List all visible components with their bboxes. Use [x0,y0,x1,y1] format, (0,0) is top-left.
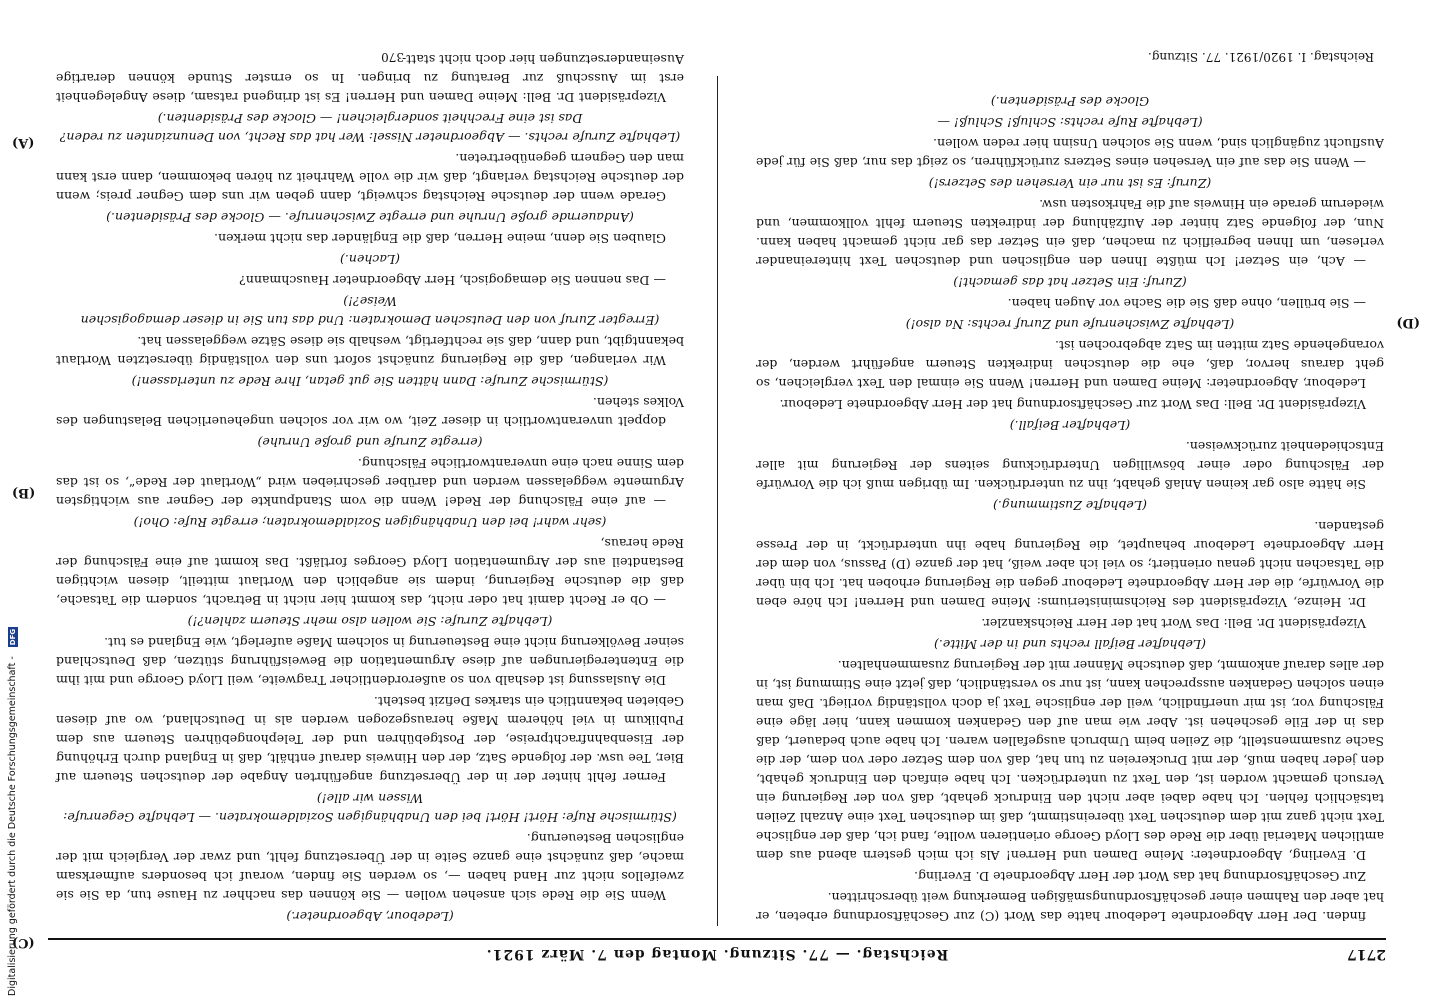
stage-direction: (Lachen.) [340,252,400,267]
page-number: 2717 [1347,946,1386,962]
agenda-line: Zur Geschäftsordnung hat das Wort der Herr Abgeordnete D. Everling. [914,869,1366,884]
page-header [48,940,1386,962]
stage-direction: (Lebhafter Beifall rechts und in der Mitte.) [933,637,1207,652]
heinze-speech: Dr. Heinze, Vizepräsident des Reichsministeriums: Meine Damen und Herren! Ich höre eben die Vorwürfe, die der Herr Abgeordnete Ledebour gegen die Regierung erhoben hat. Ich bin über die Tatsachen nicht genau orientiert; so viel ich aber weiß, hat der ganze (D) Passus, von dem der Herr Abgeordnete Ledebour behauptet, die Regierung habe ihn unterdrückt, in der Presse gestanden. [756,519,1384,610]
stage-direction: (Stürmische Rufe: Hört! Hört! bei den Unabhängigen Sozialdemokraten. — Lebhafte Gegenrufe: Wissen wir alle!) [63,791,677,825]
speaker-header: (Ledebour, Abgeordneter.) [286,909,454,924]
stage-direction: (sehr wahr! bei den Unabhängigen Sozialdemokraten; erregte Rufe: Oho!) [133,515,607,530]
digitization-note [6,0,20,996]
ledebour-speech: Ledebour, Abgeordneter: Meine Damen und Herren! Wenn Sie einmal den Text vergleichen, so geht daraus hervor, daß, ehe die deutschen indirekten Steuern angeführt werden, der vorangehende Satz mitten im Satz abgebrochen ist. [756,338,1384,391]
ledebour-paragraph: doppelt unverantwortlich in dieser Zeit, wo wir vor solchen ungeheuerlichen Belastungen des Volkes stehen. [56,395,684,429]
stage-direction: (Lebhafte Zurufe rechts. — Abgeordneter Nissel: Wer hat das Recht, von Denunzianten zu reden? Das ist eine Frechheit sondergleichen! — Glocke des Präsidenten.) [59,111,681,145]
running-title: Reichstag. — 77. Sitzung. Montag den 7. März 1921. [485,946,949,962]
ledebour-speech-continued: — Wenn Sie das auf ein Versehen eines Setzers zurückführen, so zeigt das nur, daß Sie für jede Ausflucht zugänglich sind, wenn Sie solchen Unsinn hier reden wollen. [756,136,1384,170]
ledebour-paragraph: — Ob er Recht damit hat oder nicht, das kommt hier nicht in Betracht, sondern die Tatsache, daß die deutsche Regierung, indem sie angeblich den Wortlaut mitteilt, diesen wichtigen Bestandteil aus der Argumentation Lloyd Georges fortläßt. Das kommt auf eine Fälschung der Rede heraus, [56,536,684,608]
header-rule [48,938,1386,940]
footer-left: Reichstag. I. 1920/1921. 77. Sitzung. [1147,50,1374,64]
ledebour-paragraph: Ferner fehlt hinter der in der Übersetzung angeführten Angabe der deutschen Steuern auf Bier, Tee usw. der folgende Satz, der den Hinweis darauf enthält, daß in England durch Erhöhung der Eisenbahnfrachtpreise, der Postgebühren und der Telephongebühren Steuern aus dem Publikum in viel höherem Maße herausgezogen werden als in Deutschland, wo auf diesen Gebieten bekanntlich ein starkes Defizit besteht. [56,694,684,785]
stage-direction: (Stürmische Zurufe: Dann hätten Sie gut getan, Ihre Rede zu unterlassen!) [131,374,609,389]
stage-direction: (Lebhafter Beifall.) [1009,418,1131,433]
ledebour-speech-continued: — Ach, ein Setzer! Ich müßte Ihnen den englischen und deutschen Text hintereinander verlesen, um Ihnen begreiflich zu machen, daß ein Setzer das gar nicht gemacht haben kann. Nun, der folgende Satz hinter der Aufzählung der indirekten Steuern fehlt vollkommen, und wiederum gerade ein Hinweis auf die Fahrkosten usw. [756,197,1384,269]
stage-direction: (Lebhafte Rufe rechts: Schluß! Schluß! — [937,115,1203,130]
ledebour-speech-continued: — Sie brüllen, ohne daß Sie die Sache vor Augen haben. [1007,296,1366,311]
ledebour-paragraph: Gerade wenn der deutsche Reichstag schweigt, dann geben wir uns dem Gegner preis; wenn der deutsche Reichstag verlangt, daß wir die volle Wahrheit zu hören bekommen, dann erst kann man den Gegnern gegenübertreten. [56,151,684,204]
margin-marker-c: (C) [12,935,35,950]
ledebour-paragraph: — Das nennen Sie demagogisch, Herr Abgeordneter Hauschmann? [239,273,666,288]
stage-direction: (Erregter Zuruf von den Deutschen Demokraten: Und das tun Sie in dieser demagogischen Weise?!) [80,294,660,328]
stage-direction: (Lebhafte Zurufe: Sie wollen also mehr Steuern zahlen?!) [187,614,553,629]
column-divider [717,76,718,926]
ledebour-paragraph: Die Auslassung ist deshalb von so außerordentlicher Tragweite, weil Lloyd George und mit ihm die Ententeregierungen auf diese Argumentation die Beweisführung stützen, daß Deutschland seiner Bevölkerung nicht eine Besteuerung in solchem Maße auferlegt, wie England es tut. [56,635,684,688]
everling-speech: D. Everling, Abgeordneter: Meine Damen und Herren! Als ich mich gestern abend aus dem amtlichen Material über die Rede des Lloyd George orientieren wollte, fand ich, daß der englische Text nicht ganz mit dem deutschen Text übereinstimmt, daß im deutschen Text eine Anzahl Zeilen tatsächlich fehlen. Ich habe dabei aber nicht den Eindruck gehabt, daß von der Regierung ein Versuch gemacht worden ist, den Text zu unterdrücken. Ich habe einfach den Eindruck gehabt, den jeder haben muß, der mit Druckereien zu tun hat, daß von dem Setzer oder von dem, der die Sache zusammenstellt, die Zeilen beim Umbruch ausgefallen waren. Ich habe auch bedauert, daß das in der Eile geschehen ist. Aber wie man auf den Gedanken kommen kann, hier läge eine Fälschung vor, ist mir unerfindlich, weil der englische Text ja doch vollständig vorliegt. Daß man einen solchen Gedanken aussprechen kann, ist nur so verständlich, daß jetzt eine Stimmung ist, in der alles darauf ankommt, daß deutsche Männer mit der Regierung zusammenhalten. [756,658,1384,863]
stage-direction: (Lebhafte Zustimmung.) [993,498,1147,513]
heinze-speech-continued: Sie hätte also gar keinen Anlaß gehabt, ihn zu unterdrücken. Im übrigen muß ich die Vorwürfe der Fälschung oder einer böswilligen Unterdrückung seitens der Regierung mit aller Entschiedenheit zurückweisen. [756,439,1384,492]
stage-direction: (erregte Zurufe und große Unruhe) [257,435,483,450]
closing-paragraph: finden. Der Herr Abgeordnete Ledebour hatte das Wort (C) zur Geschäftsordnung erbeten, er hat aber den Rahmen einer geschäftsordnungsmäßigen Bemerkung weit überschritten. [756,890,1384,924]
margin-marker-a: (A) [12,135,35,150]
vice-president-line: Vizepräsident Dr. Bell: Das Wort hat der Herr Reichskanzler. [981,616,1366,631]
stage-direction: (Andauernde große Unruhe und erregte Zwischenrufe. — Glocke des Präsidenten.) [106,210,634,225]
ledebour-paragraph: — auf eine Fälschung der Rede! Wenn die vom Standpunkte der Gegner aus wichtigsten Argumente weggelassen werden und darüber geschrieben wird „Wortlaut der Rede“, so ist das dem Sinne nach eine unverantwortliche Fälschung. [56,456,684,509]
vice-president-line: Vizepräsident Dr. Bell: Das Wort zur Geschäftsordnung hat der Herr Abgeordnete Ledebour. [779,397,1366,412]
ledebour-paragraph: Wenn Sie die Rede sich ansehen wollen — Sie können das nachher zu Hause tun, da Sie sie zweifellos nicht zur Hand haben —, so werden Sie finden, worauf ich besonders aufmerksam mache, daß zunächst eine ganze Seite in der Übersetzung fehlt, und zwar der Vergleich mit der englischen Besteuerung. [56,831,684,903]
vice-president-line: Vizepräsident Dr. Bell: Meine Damen und Herren! Es ist dringend ratsam, diese Angelegenheit erst im Ausschuß zur Beratung zu bringen. In so ernster Stunde können derartige Auseinandersetzungen hier doch nicht statt- [56,52,684,105]
ledebour-paragraph: Glauben Sie denn, meine Herren, daß die Engländer das nicht merken. [214,231,666,246]
ledebour-paragraph: Wir verlangen, daß die Regierung zunächst sofort uns den vollständig übersetzten Wortlaut bekanntgibt, und dann, daß sie rechtfertigt, weshalb sie diese Sätze weggelassen hat. [56,334,684,368]
margin-marker-b: (B) [12,485,36,500]
right-text-column [756,76,1384,926]
margin-marker-d: (D) [1396,315,1420,330]
stage-direction: (Zuruf: Ein Setzer hat das gemacht!) [953,275,1187,290]
digitization-text: Digitalisierung gefördert durch die Deutsche Forschungsgemeinschaft - [7,656,18,996]
stage-direction: Glocke des Präsidenten.) [990,94,1150,109]
footer-page-number: 370 [381,50,404,64]
stage-direction: (Lebhafte Zwischenrufe und Zuruf rechts: Na also!) [905,317,1235,332]
dfg-logo-icon: DFG [8,628,17,646]
stage-direction: (Zuruf: Es ist nur ein Versehen des Setzers!) [928,176,1212,191]
